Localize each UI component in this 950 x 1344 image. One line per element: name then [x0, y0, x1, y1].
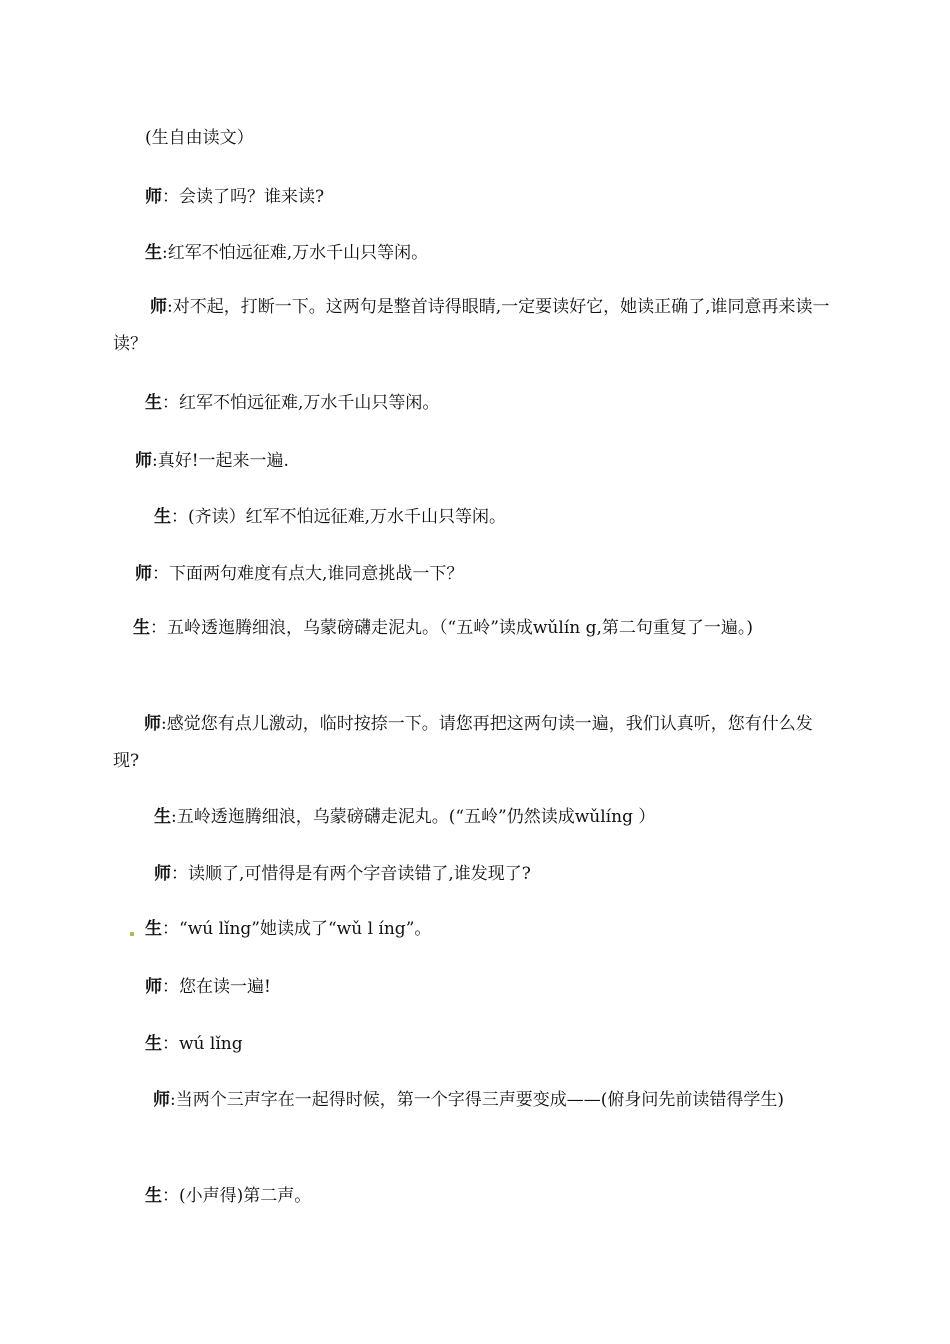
paragraph-5 — [145, 392, 439, 414]
speaker-label: 生 — [145, 243, 162, 263]
paragraph-3 — [145, 242, 428, 264]
speaker-label: 生 — [145, 393, 162, 413]
paragraph-7-text: ：(齐读）红军不怕远征难,万水千山只等闲。 — [171, 507, 507, 527]
speaker-label: 师 — [145, 187, 162, 207]
paragraph-11-text: :五岭透迤腾细浪，乌蒙磅礴走泥丸。(“五岭”仍然读成wǔlíng ） — [171, 807, 656, 827]
speaker-label: 师 — [135, 564, 152, 584]
speaker-label: 师 — [144, 714, 161, 734]
paragraph-12 — [154, 863, 531, 885]
paragraph-4 — [113, 289, 835, 363]
paragraph-1-text: (生自由读文） — [145, 128, 254, 148]
paragraph-1 — [145, 127, 254, 149]
paragraph-15 — [145, 1033, 243, 1055]
paragraph-13-text: ：“wú lǐng”她读成了“wǔ l íng”。 — [162, 919, 432, 939]
speaker-label: 师 — [154, 864, 171, 884]
paragraph-9-text: ：五岭透迤腾细浪，乌蒙磅礴走泥丸。（“五岭”读成wǔlín g,第二句重复了一遍。) — [150, 618, 754, 638]
paragraph-13 — [145, 918, 431, 940]
paragraph-3-text: :红军不怕远征难,万水千山只等闲。 — [162, 243, 429, 263]
paragraph-6 — [135, 450, 289, 472]
paragraph-11 — [154, 806, 655, 828]
paragraph-10 — [113, 706, 835, 780]
paragraph-16-text: :当两个三声字在一起得时候，第一个字得三声要变成——(俯身问先前读错得学生) — [170, 1090, 784, 1110]
speaker-label: 师 — [153, 1090, 170, 1110]
paragraph-5-text: ：红军不怕远征难,万水千山只等闲。 — [162, 393, 440, 413]
speaker-label: 生 — [145, 1186, 162, 1206]
speaker-label: 生 — [154, 507, 171, 527]
speaker-label: 生 — [133, 618, 150, 638]
paragraph-15-text: ：wú lǐng — [162, 1034, 243, 1054]
paragraph-14 — [145, 976, 271, 998]
paragraph-4-text: :对不起，打断一下。这两句是整首诗得眼睛,一定要读好它，她读正确了,谁同意再来读一读？ — [113, 297, 830, 354]
speaker-label: 生 — [145, 1034, 162, 1054]
paragraph-8 — [135, 563, 463, 585]
paragraph-10-text: :感觉您有点儿激动，临时按捺一下。请您再把这两句读一遍，我们认真听，您有什么发现? — [113, 714, 813, 771]
speaker-label: 师 — [135, 451, 152, 471]
speaker-label: 生 — [145, 919, 162, 939]
paragraph-8-text: ：下面两句难度有点大,谁同意挑战一下？ — [152, 564, 464, 584]
marker-dot — [130, 932, 134, 936]
paragraph-7 — [154, 506, 506, 528]
paragraph-16 — [113, 1082, 835, 1119]
speaker-label: 师 — [145, 977, 162, 997]
paragraph-14-text: ：您在读一遍! — [162, 977, 271, 997]
speaker-label: 生 — [154, 807, 171, 827]
paragraph-17-text: ：(小声得)第二声。 — [162, 1186, 312, 1206]
paragraph-9 — [113, 610, 835, 647]
paragraph-17 — [145, 1185, 311, 1207]
paragraph-12-text: ：读顺了,可惜得是有两个字音读错了,谁发现了? — [171, 864, 531, 884]
paragraph-6-text: :真好!一起来一遍. — [152, 451, 289, 471]
paragraph-2 — [145, 186, 324, 208]
paragraph-2-text: ：会读了吗？谁来读? — [162, 187, 325, 207]
speaker-label: 师 — [150, 297, 167, 317]
